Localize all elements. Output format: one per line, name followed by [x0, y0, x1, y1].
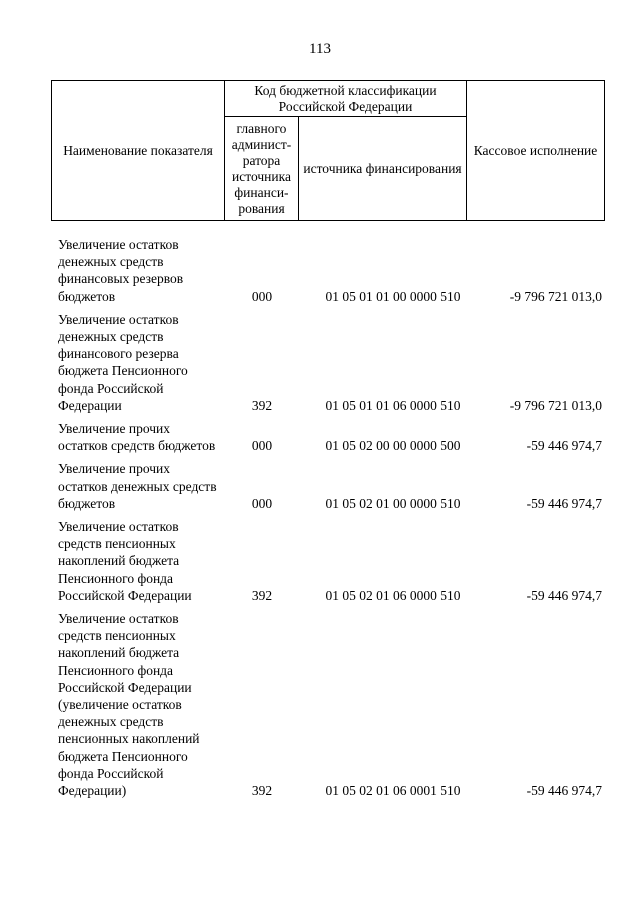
page-number: 113	[309, 41, 331, 57]
row-name: Увеличение остатков средств пенсионных накоплений бюджета Пенсионного фонда Российской Федерации (увеличение остатков денежных средств пенсионных накоплений бюджета Пенсионного фонда Российской Федерации)	[58, 611, 200, 799]
table-row	[58, 236, 604, 305]
row-name: Увеличение остатков денежных средств финансовых резервов бюджетов	[58, 237, 184, 304]
row-admin-code: 000	[251, 438, 273, 454]
table-header	[51, 80, 605, 221]
row-amount: -59 446 974,7	[526, 438, 602, 454]
row-amount: -9 796 721 013,0	[509, 397, 602, 413]
row-source-code: 01 05 01 01 00 0000 510	[325, 288, 461, 304]
row-source-code: 01 05 01 01 06 0000 510	[325, 397, 461, 413]
table-body	[58, 236, 604, 805]
column-header-amount: Кассовое исполнение	[467, 81, 605, 221]
row-source-code: 01 05 02 00 00 0000 500	[325, 438, 461, 454]
row-amount: -59 446 974,7	[526, 495, 602, 511]
row-source-code: 01 05 02 01 06 0001 510	[325, 783, 461, 799]
column-group-code: Код бюджетной классификации Российской Федерации	[225, 81, 467, 117]
row-admin-code: 392	[251, 783, 273, 799]
row-name: Увеличение прочих остатков средств бюджетов	[58, 421, 216, 454]
column-header-name: Наименование показателя	[52, 81, 225, 221]
row-source-code: 01 05 02 01 06 0000 510	[325, 587, 461, 603]
column-header-source: источника финансирования	[299, 117, 467, 221]
table-row	[58, 420, 604, 454]
row-admin-code: 392	[251, 397, 273, 413]
table-row	[58, 311, 604, 414]
row-amount: -59 446 974,7	[526, 587, 602, 603]
table-row	[58, 518, 604, 604]
row-amount: -9 796 721 013,0	[509, 288, 602, 304]
row-name: Увеличение остатков средств пенсионных накоплений бюджета Пенсионного фонда Российской Федерации	[58, 519, 192, 603]
row-name: Увеличение прочих остатков денежных средств бюджетов	[58, 461, 217, 511]
table-row	[58, 610, 604, 799]
row-name: Увеличение остатков денежных средств финансового резерва бюджета Пенсионного фонда Российской Федерации	[58, 311, 188, 413]
row-admin-code: 000	[251, 288, 273, 304]
row-amount: -59 446 974,7	[526, 783, 602, 799]
row-admin-code: 000	[251, 495, 273, 511]
column-header-admin: главного админист-ратора источника финанси-рования	[225, 117, 299, 221]
table-row	[58, 460, 604, 512]
row-admin-code: 392	[251, 587, 273, 603]
row-source-code: 01 05 02 01 00 0000 510	[325, 495, 461, 511]
